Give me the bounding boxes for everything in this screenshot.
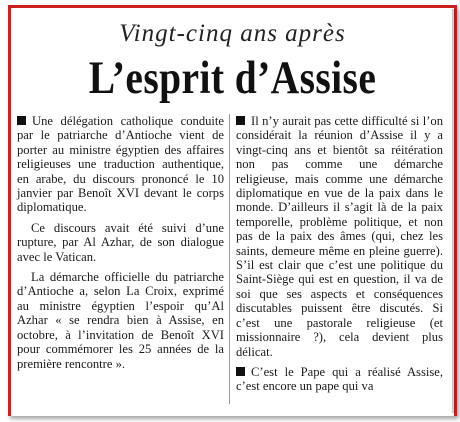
paragraph	[236, 365, 443, 394]
article-clipping	[8, 5, 457, 416]
column-left	[17, 114, 224, 377]
paragraph-text: Il n’y aurait pas cette difficulté si l’on considérait la réunion d’Assise il y a vingt-cinq ans et bientôt sa réitération non pas comme une démarche religieuse, mais comme une démarche diplomatique en vue de la paix dans le monde. D’ailleurs il s’agit là de la paix temporelle, problème politique, et non pas de la paix des âmes (qui, chez les saints, demeure même en pleine guerre). S’il est clair que c’est une politique du Saint-Siège qui est en question, il va de soi que ses aspects et conséquences discutables puissent être discutés. Si c’est une pastorale religieuse (et missionnaire ?), cela devient plus délicat.	[236, 114, 443, 359]
paragraph	[236, 114, 443, 359]
paragraph: La démarche officielle du patriarche d’Antioche a, selon La Croix, exprimé au ministre égyptien l’espoir qu’Al Azhar « se rendra bien à Assise, en octobre, à l’invitation de Benoît XVI pour commémorer les 25 années de la première rencontre ».	[17, 270, 224, 371]
paragraph-text: C’est le Pape qui a réalisé Assise, c’est encore un pape qui va	[236, 364, 443, 394]
torn-edge	[11, 402, 454, 416]
column-right	[236, 114, 443, 400]
paragraph-marker-icon	[236, 367, 245, 376]
paragraph-marker-icon	[236, 116, 245, 125]
paragraph	[17, 114, 224, 215]
paragraph-text: Une délégation catholique conduite par le patriarche d’Antioche vient de porter au ministre égyptien des affaires religieuses une traduction authentique, en arabe, du discours prononcé le 10 janvier par Benoît XVI devant le corps diplomatique.	[17, 114, 224, 215]
page-shadow	[452, 9, 457, 413]
paragraph-marker-icon	[17, 116, 26, 125]
column-divider	[229, 114, 230, 404]
article-headline: L’esprit d’Assise	[88, 52, 377, 104]
article-kicker: Vingt-cinq ans après	[119, 20, 346, 47]
paragraph: Ce discours avait été suivi d’une rupture, par Al Azhar, de son dialogue avec le Vatican.	[17, 220, 224, 264]
